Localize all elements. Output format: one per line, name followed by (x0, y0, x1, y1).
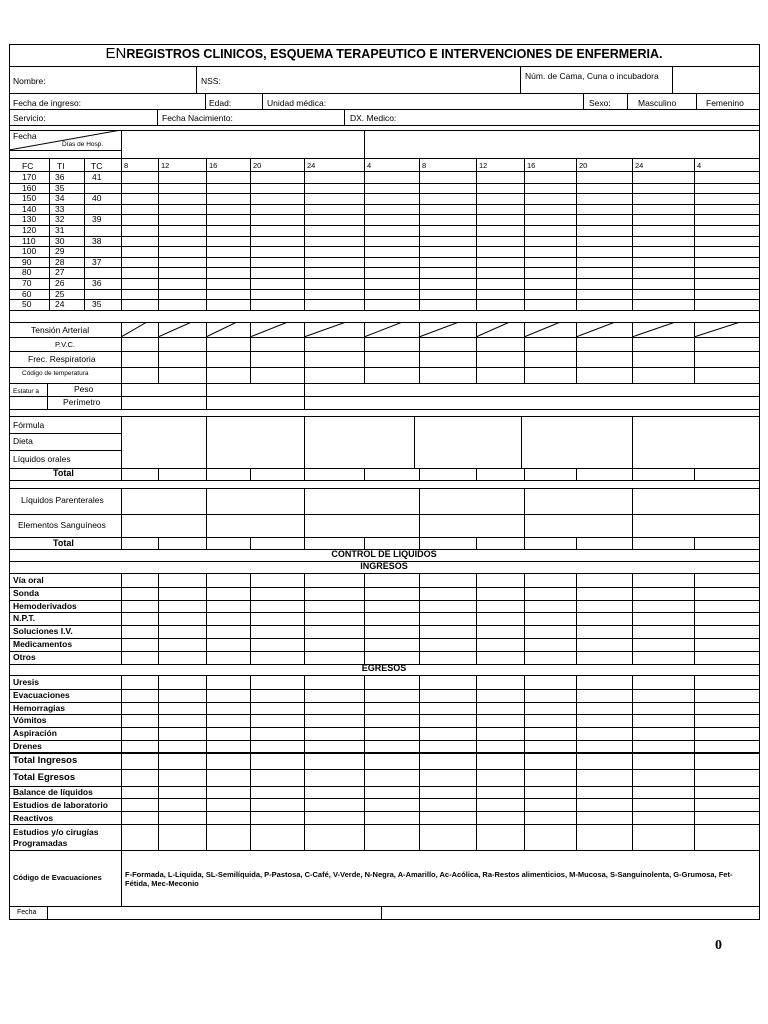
ingreso-row-label: Soluciones I.V. (13, 626, 73, 637)
rule (419, 468, 420, 480)
ti-value: 34 (55, 193, 65, 204)
fc-value: 50 (22, 299, 32, 310)
fc-value: 130 (22, 214, 37, 225)
ti-value: 35 (55, 182, 65, 193)
rule (121, 468, 122, 480)
total-egresos-label: Total Egresos (13, 772, 76, 783)
rule (158, 537, 159, 549)
tension-label: Tensión Arterial (31, 325, 90, 335)
hour-label: 8 (422, 161, 427, 170)
fc-header: FC (22, 161, 34, 171)
rule (304, 537, 305, 549)
total-diet-label: Total (53, 468, 74, 478)
rule (304, 158, 305, 310)
ti-value: 27 (55, 267, 65, 278)
tension-diagonal-svg (121, 322, 760, 337)
tc-value: 37 (92, 256, 102, 267)
rule (694, 573, 695, 664)
egreso-row-label: Hemorragias (13, 702, 65, 713)
rule (476, 537, 477, 549)
dias-diagonal (9, 130, 121, 150)
tc-header: TC (91, 161, 103, 171)
rule (250, 537, 251, 549)
rule (158, 158, 159, 310)
rule (476, 675, 477, 850)
hour-label: 20 (253, 161, 262, 170)
ti-value: 32 (55, 214, 65, 225)
ti-value: 24 (55, 299, 65, 310)
rule (9, 150, 121, 151)
rule (476, 158, 477, 310)
egresos-title: EGRESOS (361, 663, 407, 673)
rule (583, 93, 584, 109)
rule (576, 675, 577, 850)
frec-label: Frec. Respiratoria (28, 354, 96, 364)
parenterales-label: Líquidos Parenterales (21, 495, 104, 505)
ingreso-row-label: Hemoderivados (13, 600, 77, 611)
total-ingresos-label: Total Ingresos (13, 755, 78, 766)
perimetro-label: Perímetro (63, 397, 101, 407)
rule (576, 158, 577, 310)
ingreso-row-label: N.P.T. (13, 613, 36, 624)
rule (84, 158, 85, 310)
hour-label: 8 (124, 161, 129, 170)
rule (627, 93, 628, 109)
fc-value: 80 (22, 267, 32, 278)
rule (524, 488, 525, 537)
rule (304, 383, 305, 409)
rule (524, 573, 525, 664)
rule (344, 109, 345, 125)
rule (576, 537, 577, 549)
servicio-label: Servicio: (13, 113, 46, 123)
rule (206, 158, 207, 310)
rule (694, 158, 695, 310)
liquidos-orales-label: Líquidos orales (13, 454, 71, 464)
rule (304, 488, 305, 537)
rule (205, 93, 206, 109)
ti-value: 33 (55, 203, 65, 214)
rule (414, 416, 415, 468)
ingresos-title: INGRESOS (360, 561, 408, 571)
fecha-nacimiento-label: Fecha Nacimiento: (162, 113, 233, 123)
rule (9, 409, 760, 410)
ti-value: 36 (55, 172, 65, 182)
rule (121, 158, 122, 310)
sexo-label: Sexo: (589, 98, 611, 108)
fecha-footer-label: Fecha (17, 909, 37, 916)
rule (9, 433, 121, 434)
control-title: CONTROL DE LIQUIDOS (331, 549, 437, 559)
rule (158, 468, 159, 480)
rule (632, 675, 633, 850)
fecha-label: Fecha (13, 131, 37, 141)
rule (304, 416, 305, 468)
rule (158, 573, 159, 664)
unidad-label: Unidad médica: (267, 98, 327, 108)
rule (9, 109, 760, 110)
rule (419, 158, 420, 310)
hour-label: 24 (307, 161, 316, 170)
rule (121, 537, 122, 549)
estudios-lab-label: Estudios de laboratorio (13, 800, 108, 810)
ingreso-row-label: Vía oral (13, 575, 44, 585)
rule (262, 93, 263, 109)
rule (9, 480, 760, 481)
formula-label: Fórmula (13, 420, 45, 430)
rule (9, 310, 760, 311)
rule (524, 675, 525, 850)
total-blood-label: Total (53, 538, 74, 548)
ti-value: 31 (55, 225, 65, 235)
egreso-row-label: Vómitos (13, 715, 47, 726)
sanguineos-label: Elementos Sanguíneos (18, 520, 106, 530)
rule (520, 66, 521, 93)
fc-value: 100 (22, 246, 37, 257)
rule (632, 537, 633, 549)
tc-value: 40 (92, 193, 102, 204)
estatura-label: Estatur a (13, 388, 40, 395)
page-number: 0 (715, 938, 722, 953)
rule (576, 573, 577, 664)
pvc-label: P.V.C. (55, 340, 76, 349)
edad-label: Edad: (209, 98, 232, 108)
rule (250, 675, 251, 850)
rule (419, 675, 420, 850)
rule (206, 468, 207, 480)
rule (632, 416, 633, 468)
rule (250, 573, 251, 664)
rule (121, 573, 122, 664)
cama-label: Núm. de Cama, Cuna o incubadora (525, 71, 659, 81)
rule (47, 906, 48, 919)
rule (304, 573, 305, 664)
tc-value: 41 (92, 172, 102, 182)
codigo-temp-label: Código de temperatura (22, 370, 89, 377)
nss-label: NSS: (201, 76, 221, 86)
codigo-evac-text: F-Formada, L-Liquida, SL-Semilíquida, P-Pastosa, C-Café, V-Verde, N-Negra, A-Amarillo, Ac-Acólica, Ra-Restos alimenticios, M-Mucosa, S-Sanguinolenta, G-Grumosa, Fet-Fétida, Mec-Meconio (125, 870, 733, 888)
fc-value: 170 (22, 172, 37, 182)
rule (364, 573, 365, 664)
balance-label: Balance de líquidos (13, 787, 93, 797)
rule (524, 158, 525, 310)
ti-header: TI (57, 161, 65, 171)
rule (158, 675, 159, 850)
tc-value: 36 (92, 278, 102, 288)
rule (206, 675, 207, 850)
rule (206, 488, 207, 537)
rule (476, 468, 477, 480)
title-rule (9, 66, 760, 67)
fc-value: 70 (22, 278, 32, 288)
tc-value: 39 (92, 214, 102, 225)
fc-value: 160 (22, 182, 37, 193)
hour-label: 20 (579, 161, 588, 170)
fc-value: 90 (22, 256, 32, 267)
rule (632, 488, 633, 537)
rule (9, 906, 760, 907)
codigo-evac-label: Código de Evacuaciones (13, 873, 102, 882)
ti-value: 26 (55, 278, 65, 288)
egreso-row-label: Uresis (13, 677, 39, 687)
rule (672, 66, 673, 93)
fecha-ingreso-label: Fecha de ingreso: (13, 98, 82, 108)
ti-value: 25 (55, 288, 65, 299)
fc-value: 110 (22, 235, 36, 246)
nombre-label: Nombre: (13, 76, 46, 86)
rule (694, 537, 695, 549)
egreso-row-label: Drenes (13, 741, 42, 751)
reactivos-label: Reactivos (13, 813, 54, 823)
rule (419, 537, 420, 549)
rule (632, 573, 633, 664)
rule (250, 158, 251, 310)
rule (206, 537, 207, 549)
rule (476, 573, 477, 664)
rule (364, 158, 365, 310)
rule (121, 383, 122, 409)
rule (524, 537, 525, 549)
rule (694, 675, 695, 850)
rule (364, 468, 365, 480)
egreso-row-label: Aspiración (13, 728, 57, 739)
rule (696, 93, 697, 109)
rule (49, 158, 50, 310)
rule (9, 93, 760, 94)
rule (364, 675, 365, 850)
rule (304, 468, 305, 480)
hour-label: 12 (161, 161, 170, 170)
rule (157, 109, 158, 125)
hour-label: 16 (209, 161, 218, 170)
tc-value: 38 (92, 235, 102, 246)
ti-value: 30 (55, 235, 65, 246)
rule (381, 906, 382, 919)
hour-label: 24 (635, 161, 644, 170)
rule (524, 468, 525, 480)
ingreso-row-label: Medicamentos (13, 639, 73, 649)
rule (206, 416, 207, 468)
rule (121, 675, 122, 850)
rule (364, 537, 365, 549)
tc-value: 35 (92, 299, 102, 310)
hour-label: 4 (367, 161, 372, 170)
rule (419, 573, 420, 664)
dx-label: DX. Medico: (350, 113, 397, 123)
ti-value: 28 (55, 256, 65, 267)
egreso-row-label: Evacuaciones (13, 689, 70, 700)
rule (632, 158, 633, 310)
fc-value: 140 (22, 203, 37, 214)
rule (121, 850, 122, 906)
rule (9, 125, 760, 126)
ingreso-row-label: Otros (13, 651, 36, 662)
rule (419, 488, 420, 537)
estudios-cirugias-label: Estudios y/o cirugías Programadas (13, 827, 99, 849)
peso-label: Peso (74, 384, 94, 394)
hour-label: 16 (527, 161, 536, 170)
rule (304, 675, 305, 850)
rule (206, 573, 207, 664)
rule (694, 468, 695, 480)
dias-hosp-label: Días de Hosp. (62, 141, 104, 148)
rule (196, 66, 197, 93)
form-title: ENREGISTROS CLINICOS, ESQUEMA TERAPEUTICO E INTERVENCIONES DE ENFERMERIA. (105, 45, 663, 62)
rule (521, 416, 522, 468)
femenino-label: Femenino (706, 98, 744, 108)
fc-value: 150 (22, 193, 37, 204)
rule (364, 130, 365, 158)
masculino-label: Masculino (638, 98, 677, 108)
hour-label: 4 (697, 161, 702, 170)
ti-value: 29 (55, 246, 65, 257)
rule (576, 468, 577, 480)
rule (206, 383, 207, 409)
fc-value: 60 (22, 288, 32, 299)
dieta-label: Dieta (13, 436, 33, 446)
ingreso-row-label: Sonda (13, 587, 39, 598)
hour-label: 12 (479, 161, 488, 170)
fc-value: 120 (22, 225, 37, 235)
rule (121, 130, 122, 158)
rule (632, 468, 633, 480)
rule (9, 450, 121, 451)
rule (250, 468, 251, 480)
